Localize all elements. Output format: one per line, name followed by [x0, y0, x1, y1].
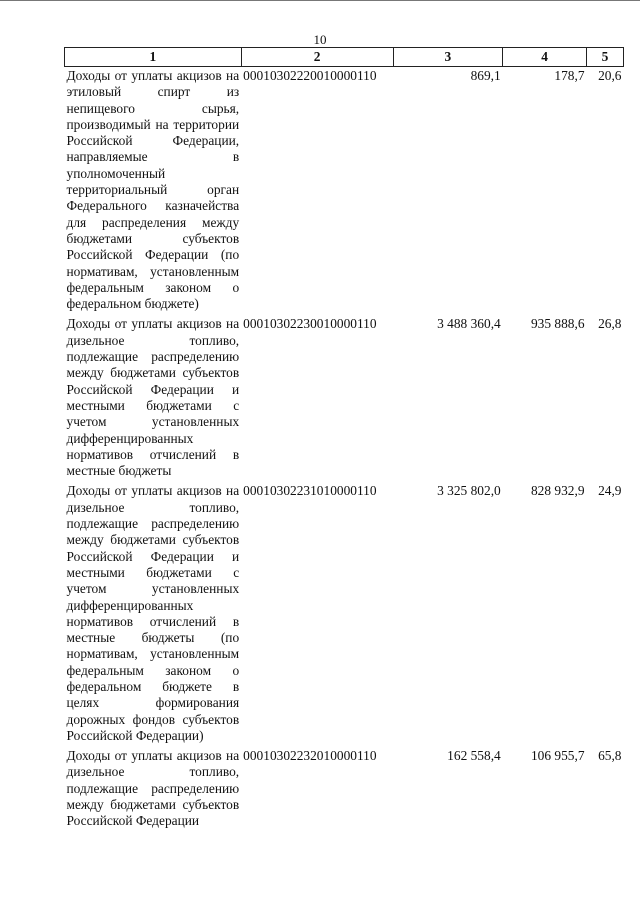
row-description: Доходы от уплаты акцизов на дизельное топливо, подлежащие распределению между бюджетами субъектов Российской Федерации и местными бюджетами с учетом установленных дифференцированных нормативов отчислений в местные бюджеты (по нормативам, установленным федеральным законом о федеральном бюджете в целях формирования дорожных фондов субъектов Российской Федерации)	[66, 483, 240, 743]
row-budget-code: 00010302232010000110	[243, 748, 377, 764]
revenue-table	[64, 47, 624, 833]
row-description: Доходы от уплаты акцизов на дизельное топливо, подлежащие распределению между бюджетами субъектов Российской Федерации	[66, 748, 240, 829]
row-budget-code: 00010302220010000110	[243, 68, 377, 83]
row-plan-amount: 162 558,4	[447, 748, 501, 764]
row-percent: 65,8	[598, 748, 622, 764]
table-row	[65, 747, 624, 832]
table-header-row	[65, 48, 624, 67]
row-plan-amount: 869,1	[470, 68, 501, 83]
row-budget-code: 00010302231010000110	[243, 483, 377, 499]
row-description: Доходы от уплаты акцизов на этиловый спирт из непищевого сырья, производимый на территории Российской Федерации, направляемые в уполномоченный территориальный орган Федерального казначейства для распределения между бюджетами субъектов Российской Федерации (по нормативам, установленным федеральным законом о федеральном бюджете)	[66, 68, 240, 312]
column-header-2: 2	[241, 48, 393, 67]
row-plan-amount: 3 325 802,0	[437, 483, 501, 499]
row-description: Доходы от уплаты акцизов на дизельное топливо, подлежащие распределению между бюджетами субъектов Российской Федерации и местными бюджетами с учетом установленных дифференцированных нормативов отчислений в местные бюджеты	[66, 316, 240, 479]
column-header-3: 3	[393, 48, 503, 67]
table-row	[65, 482, 624, 747]
page-number: 10	[313, 32, 327, 47]
row-percent: 20,6	[598, 68, 622, 83]
row-percent: 26,8	[598, 316, 622, 332]
row-budget-code: 00010302230010000110	[243, 316, 377, 332]
row-actual-amount: 178,7	[554, 68, 585, 83]
table-row	[65, 67, 624, 316]
column-header-1: 1	[65, 48, 242, 67]
column-header-5: 5	[587, 48, 624, 67]
page-top-edge	[0, 0, 640, 1]
row-actual-amount: 106 955,7	[530, 748, 585, 764]
table-row	[65, 315, 624, 482]
row-actual-amount: 828 932,9	[530, 483, 585, 499]
row-plan-amount: 3 488 360,4	[437, 316, 501, 332]
column-header-4: 4	[503, 48, 587, 67]
row-percent: 24,9	[598, 483, 622, 499]
row-actual-amount: 935 888,6	[530, 316, 585, 332]
